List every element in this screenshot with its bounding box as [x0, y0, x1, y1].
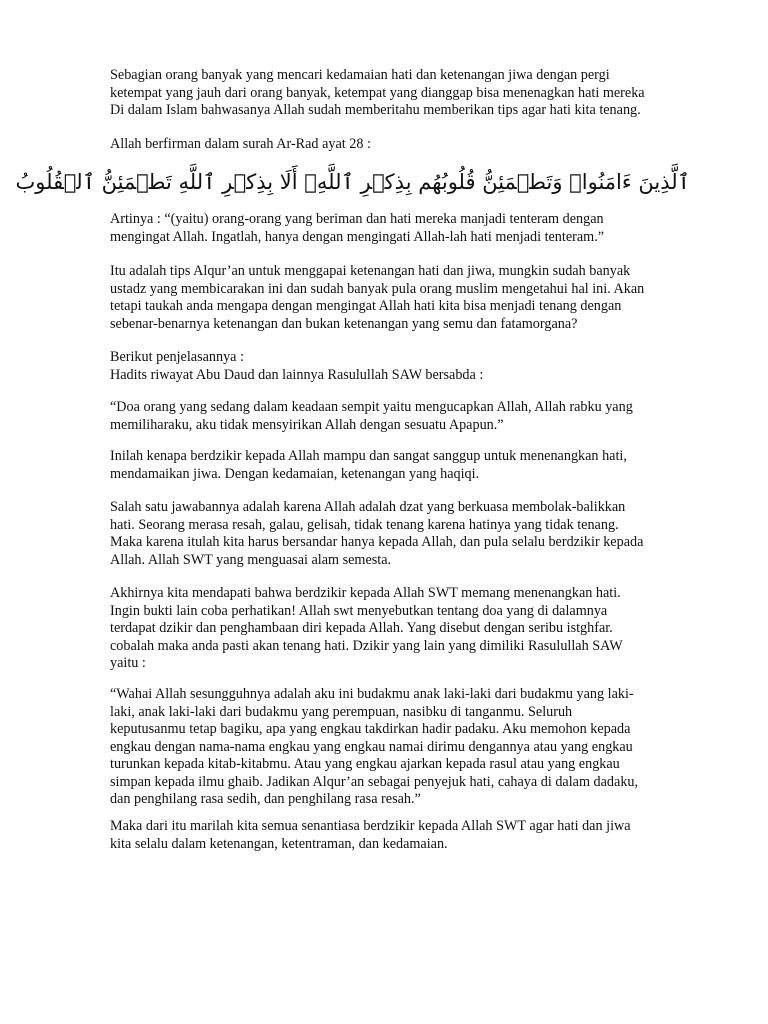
why-paragraph — [110, 448, 690, 483]
text-line: “Wahai Allah sesungguhnya adalah aku ini budakmu anak laki-laki dari budakmu yang laki- — [110, 686, 634, 702]
text-line: simpan kepada ilmu ghaib. Jadikan Alqur’an sebagai penyejuk hati, cahaya di dalam dadaku, — [110, 773, 639, 790]
text-line: ketempat yang jauh dari orang banyak, ketempat yang dianggap bisa menenagkan hati mereka — [110, 84, 645, 101]
text-line: ustadz yang membicarakan ini dan sudah banyak pula orang muslim mengetahui hal ini. Akan — [110, 280, 645, 297]
text-line: Allah berfirman dalam surah Ar-Rad ayat 28 : — [110, 136, 371, 152]
text-line: Berikut penjelasannya : — [110, 349, 244, 365]
text-line: tetapi taukah anda mengapa dengan mengingat Allah hati kita bisa menjadi tenang dengan — [110, 298, 622, 314]
surah-intro — [110, 136, 690, 154]
text-line: mengingat Allah. Ingatlah, hanya dengan mengingati Allah-lah hati menjadi tenteram.” — [110, 228, 605, 245]
text-line: Salah satu jawabannya adalah karena Allah adalah dzat yang berkuasa membolak-balikkan — [110, 499, 626, 515]
text-line: keputusanmu tetap bagiku, apa yang engkau takdirkan hadir padaku. Aku memohon kepada — [110, 721, 631, 737]
text-line: Artinya : “(yaitu) orang-orang yang beriman dan hati mereka manjadi tenteram dengan — [110, 211, 604, 227]
text-line: Maka karena itulah kita harus bersandar hanya kepada Allah, dan pula selalu berdzikir kepada — [110, 534, 644, 550]
text-line: Inilah kenapa berdzikir kepada Allah mampu dan sangat sanggup untuk menenangkan hati, — [110, 448, 627, 464]
text-line: Maka dari itu marilah kita semua senantiasa berdzikir kepada Allah SWT agar hati dan jiwa — [110, 818, 631, 834]
text-line: “Doa orang yang sedang dalam keadaan sempit yaitu mengucapkan Allah, Allah rabku yang — [110, 399, 633, 415]
explanation-header — [110, 349, 690, 384]
text-line: mendamaikan jiwa. Dengan kedamaian, ketenangan yang haqiqi. — [110, 465, 480, 482]
text-line: Hadits riwayat Abu Daud dan lainnya Rasulullah SAW bersabda : — [110, 366, 484, 383]
text-line: memiliharaku, aku tidak mensyirikan Allah dengan sesuatu Apapun.” — [110, 416, 504, 433]
closing-paragraph — [110, 818, 690, 853]
text-line: Di dalam Islam bahwasanya Allah sudah memberitahu memberikan tips agar hati kita tenang. — [110, 102, 641, 118]
text-line: cobalah maka anda pasti akan tenang hati. Dzikir yang lain yang dimiliki Rasulullah SAW — [110, 637, 623, 654]
text-line: laki, anak laki-laki dari budakmu yang perempuan, nasibku di tanganmu. Seluruh — [110, 703, 573, 720]
text-line: Itu adalah tips Alqur’an untuk menggapai ketenangan hati dan jiwa, mungkin sudah banyak — [110, 263, 631, 279]
hadith-quote — [110, 399, 690, 434]
arabic-verse: ٱلَّذِينَ ءَامَنُوا۟ وَتَطۡمَئِنُّ قُلُوبُهُم بِذِكۡرِ ٱللَّهِۗ أَلَا بِذِكۡرِ ٱللَّهِ تَطۡمَئِنُّ ٱلۡقُلُوبُ — [15, 170, 690, 194]
text-line: Akhirnya kita mendapati bahwa berdzikir kepada Allah SWT memang menenangkan hati. — [110, 585, 621, 601]
text-line: hati. Seorang merasa resah, galau, gelisah, tidak tenang karena hatinya yang tidak tenang. — [110, 516, 619, 533]
translation-paragraph — [110, 211, 690, 246]
reason-paragraph — [110, 499, 690, 569]
text-line: Allah. Allah SWT yang menguasai alam semesta. — [110, 551, 392, 568]
text-line: yaitu : — [110, 655, 146, 671]
tips-paragraph — [110, 263, 690, 333]
text-line: dan penghilang rasa sedih, dan penghilang rasa resah.” — [110, 791, 421, 807]
prayer-quote — [110, 686, 690, 809]
text-line: sebenar-benarnya ketenangan dan bukan ketenangan yang semu dan fatamorgana? — [110, 315, 578, 332]
text-line: turunkan kepada kitab-kitabmu. Atau yang engkau ajarkan kepada rasul atau yang engkau — [110, 756, 620, 772]
text-line: terdapat dzikir dan penghambaan diri kepada Allah. Yang disebut dengan seribu istghfar. — [110, 620, 613, 636]
finally-paragraph — [110, 585, 690, 673]
text-line: Ingin bukti lain coba perhatikan! Allah swt menyebutkan tentang doa yang di dalamnya — [110, 602, 608, 619]
text-line: engkau dengan nama-nama engkau yang engkau namai dirimu dengannya atau yang engkau — [110, 738, 633, 755]
text-line: Sebagian orang banyak yang mencari kedamaian hati dan ketenangan jiwa dengan pergi — [110, 67, 610, 83]
intro-paragraph — [110, 67, 690, 120]
text-line: kita selalu dalam ketenangan, ketentraman, dan kedamaian. — [110, 835, 448, 852]
